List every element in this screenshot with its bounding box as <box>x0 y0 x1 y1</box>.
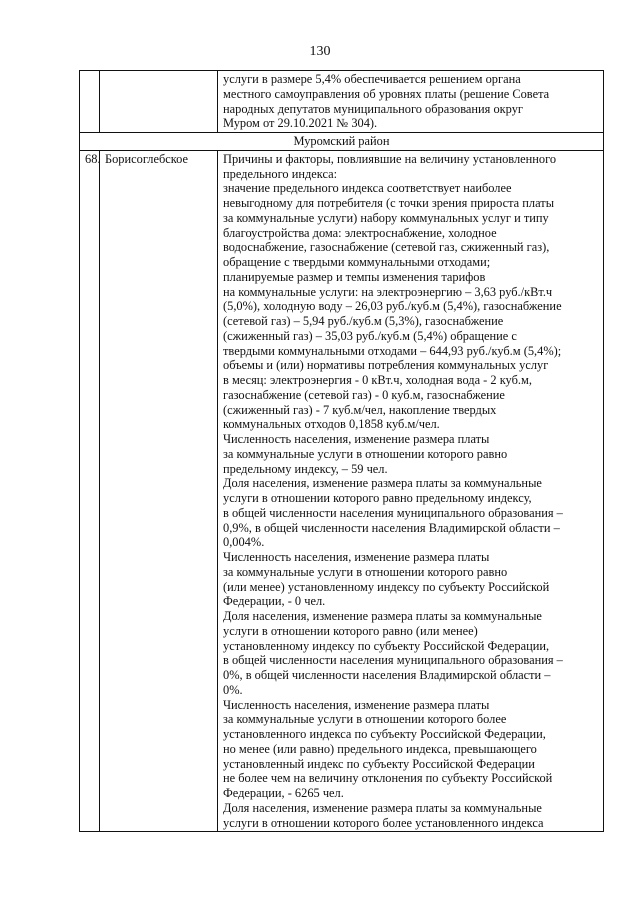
row-number: 68. <box>80 150 100 832</box>
section-header-row <box>80 133 604 151</box>
cell-name-empty <box>100 71 218 133</box>
text-line: Численность населения, изменение размера платы <box>223 550 490 564</box>
text-line: на коммунальные услуги: на электроэнергию – 3,63 руб./кВт.ч <box>223 284 553 299</box>
tariff-table <box>79 70 604 832</box>
text-line: услуги в отношении которого равно (или менее) <box>223 623 478 638</box>
text-line: (или менее) установленному индексу по субъекту Российской <box>223 579 550 594</box>
text-line: но менее (или равно) предельного индекса, превышающего <box>223 741 537 756</box>
text-line: объемы и (или) нормативы потребления коммунальных услуг <box>223 358 549 373</box>
municipality-name: Борисоглебское <box>100 150 218 832</box>
cell-continued-text <box>218 71 604 133</box>
text-line: 0%. <box>223 682 243 697</box>
text-line: за коммунальные услуги в отношении которого равно <box>223 446 508 461</box>
text-line: установленному индексу по субъекту Российской Федерации, <box>223 638 550 653</box>
text-line: 0,004%. <box>223 535 265 550</box>
text-line: услуги в размере 5,4% обеспечивается решением органа <box>223 72 521 86</box>
text-line: значение предельного индекса соответствует наиболее <box>223 181 512 196</box>
text-line: Доля населения, изменение размера платы за коммунальные <box>223 476 542 491</box>
text-line: (сетевой газ) – 5,94 руб./куб.м (5,3%), газоснабжение <box>223 314 504 328</box>
table-row <box>80 150 604 832</box>
text-line: предельному индексу, – 59 чел. <box>223 461 388 476</box>
text-line: Муром от 29.10.2021 № 304). <box>223 116 378 131</box>
row-description <box>218 150 604 832</box>
text-line: газоснабжение (сетевой газ) - 0 куб.м, газоснабжение <box>223 387 505 402</box>
table-row-continued <box>80 71 604 133</box>
text-line: в общей численности населения муниципального образования – <box>223 653 563 668</box>
page-number: 130 <box>309 44 331 59</box>
text-line: твердыми коммунальными отходами – 644,93 руб./куб.м (5,4%); <box>223 343 562 358</box>
text-line: 0,9%, в общей численности населения Владимирской области – <box>223 520 560 535</box>
text-line: водоснабжение, газоснабжение (сетевой газ, сжиженный газ), <box>223 240 550 255</box>
text-line: местного самоуправления об уровнях платы (решение Совета <box>223 86 550 101</box>
text-line: 0%, в общей численности населения Владимирской области – <box>223 668 551 682</box>
text-line: Федерации, - 6265 чел. <box>223 786 344 800</box>
text-line: Доля населения, изменение размера платы за коммунальные <box>223 609 542 623</box>
text-line: Численность населения, изменение размера платы <box>223 697 490 712</box>
text-line: Федерации, - 0 чел. <box>223 594 326 609</box>
section-title: Муромский район <box>80 133 604 151</box>
text-line: Доля населения, изменение размера платы за коммунальные <box>223 800 542 815</box>
text-line: Численность населения, изменение размера платы <box>223 432 490 446</box>
text-line: установленного индекса по субъекту Российской Федерации, <box>223 727 546 741</box>
text-line: установленный индекс по субъекту Российской Федерации <box>223 756 535 771</box>
text-line: невыгодному для потребителя (с точки зрения прироста платы <box>223 196 555 210</box>
text-line: за коммунальные услуги в отношении которого более <box>223 712 507 727</box>
text-line: народных депутатов муниципального образования округ <box>223 101 523 116</box>
text-line: планируемые размер и темпы изменения тарифов <box>223 269 486 284</box>
text-line: в месяц: электроэнергия - 0 кВт.ч, холодная вода - 2 куб.м, <box>223 373 532 387</box>
text-line: не более чем на величину отклонения по субъекту Российской <box>223 771 553 786</box>
text-line: за коммунальные услуги в отношении которого равно <box>223 564 508 579</box>
text-line: (сжиженный газ) - 7 куб.м/чел, накопление твердых <box>223 402 497 417</box>
text-line: услуги в отношении которого равно предельному индексу, <box>223 491 532 505</box>
cell-number-empty <box>80 71 100 133</box>
text-line: обращение с твердыми коммунальными отходами; <box>223 255 491 269</box>
text-line: благоустройства дома: электроснабжение, холодное <box>223 225 497 240</box>
text-line: в общей численности населения муниципального образования – <box>223 505 563 520</box>
text-line: (сжиженный газ) – 35,03 руб./куб.м (5,4%) обращение с <box>223 328 517 343</box>
text-line: (5,0%), холодную воду – 26,03 руб./куб.м (5,4%), газоснабжение <box>223 299 562 314</box>
text-line: коммунальных отходов 0,1858 куб.м/чел. <box>223 417 440 432</box>
text-line: предельного индекса: <box>223 166 338 181</box>
text-line: Причины и факторы, повлиявшие на величину установленного <box>223 151 557 166</box>
text-line: за коммунальные услуги) набору коммунальных услуг и типу <box>223 210 549 225</box>
text-line: услуги в отношении которого более установленного индекса <box>223 815 544 830</box>
